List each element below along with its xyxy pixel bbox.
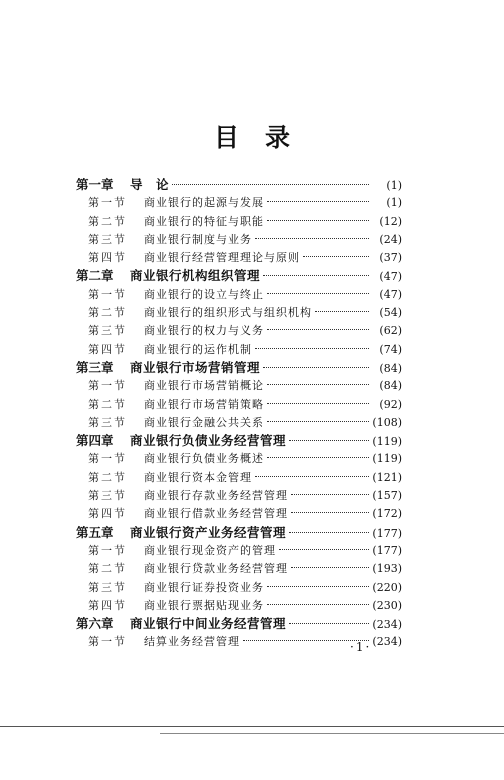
- section-title: 商业银行的运作机制: [144, 342, 252, 356]
- section-number: 第一节: [88, 635, 127, 649]
- dot-leader: [289, 623, 369, 624]
- dot-leader: [267, 421, 369, 422]
- toc-section-row[interactable]: [76, 249, 402, 267]
- scan-edge-line: [0, 726, 504, 727]
- chapter-page: (1): [386, 179, 402, 192]
- section-page: (54): [379, 306, 402, 320]
- section-number: 第一节: [88, 287, 127, 301]
- section-number: 第二节: [88, 470, 127, 484]
- dot-leader: [303, 256, 369, 257]
- toc-chapter-row[interactable]: [76, 267, 402, 285]
- dot-leader: [289, 440, 369, 441]
- section-number: 第四节: [88, 598, 127, 612]
- dot-leader: [267, 293, 369, 294]
- dot-leader: [255, 476, 369, 477]
- dot-leader: [267, 403, 369, 404]
- section-number: 第三节: [88, 415, 127, 429]
- chapter-title: 商业银行机构组织管理: [130, 268, 261, 284]
- section-page: (157): [372, 489, 402, 503]
- chapter-number: 第二章: [76, 268, 114, 284]
- dot-leader: [267, 586, 369, 587]
- section-title: 商业银行的起源与发展: [144, 196, 264, 210]
- dot-leader: [255, 238, 369, 239]
- toc-section-row[interactable]: [76, 377, 402, 395]
- section-title: 商业银行的设立与终止: [144, 287, 264, 301]
- section-page: (74): [379, 342, 402, 356]
- section-page: (1): [386, 196, 402, 210]
- toc-section-row[interactable]: [76, 396, 402, 414]
- dot-leader: [267, 457, 369, 458]
- dot-leader: [267, 604, 369, 605]
- toc-section-row[interactable]: [76, 487, 402, 505]
- chapter-title: 商业银行市场营销管理: [130, 359, 261, 375]
- section-title: 商业银行的权力与义务: [144, 324, 264, 338]
- dot-leader: [267, 220, 369, 221]
- page-number: ·1·: [350, 640, 372, 654]
- toc-section-row[interactable]: [76, 213, 402, 231]
- toc-section-row[interactable]: [76, 450, 402, 468]
- chapter-page: (119): [372, 435, 402, 449]
- chapter-number: 第一章: [76, 177, 114, 192]
- section-title: 商业银行证券投资业务: [144, 580, 264, 594]
- section-number: 第二节: [88, 214, 127, 228]
- dot-leader: [263, 367, 369, 368]
- section-title: 商业银行经营管理理论与原则: [144, 251, 300, 265]
- section-title: 商业银行负债业务概述: [144, 452, 264, 466]
- dot-leader: [172, 184, 369, 185]
- section-page: (220): [372, 580, 402, 594]
- toc-chapter-row[interactable]: [76, 359, 402, 377]
- toc-section-row[interactable]: [76, 322, 402, 340]
- section-number: 第一节: [88, 196, 127, 210]
- section-number: 第四节: [88, 507, 127, 521]
- toc-section-row[interactable]: [76, 505, 402, 523]
- section-page: (12): [379, 214, 402, 228]
- section-number: 第三节: [88, 232, 127, 246]
- dot-leader: [291, 512, 369, 513]
- section-number: 第二节: [88, 562, 127, 576]
- table-of-contents: [76, 176, 402, 652]
- dot-leader: [263, 275, 369, 276]
- chapter-title: 导 论: [130, 177, 170, 192]
- chapter-page: (177): [372, 526, 402, 540]
- section-number: 第一节: [88, 452, 127, 466]
- section-number: 第一节: [88, 379, 127, 393]
- chapter-page: (84): [379, 361, 402, 375]
- section-title: 商业银行票据贴现业务: [144, 598, 264, 612]
- section-number: 第三节: [88, 324, 127, 338]
- section-page: (119): [372, 452, 402, 466]
- toc-section-row[interactable]: [76, 560, 402, 578]
- section-title: 商业银行制度与业务: [144, 232, 252, 246]
- section-page: (84): [379, 379, 402, 393]
- section-page: (172): [372, 507, 402, 521]
- toc-chapter-row[interactable]: [76, 524, 402, 542]
- toc-section-row[interactable]: [76, 286, 402, 304]
- toc-section-row[interactable]: [76, 469, 402, 487]
- chapter-title: 商业银行资产业务经营管理: [130, 524, 287, 540]
- section-page: (121): [372, 470, 402, 484]
- section-title: 商业银行现金资产的管理: [144, 543, 276, 557]
- toc-section-row[interactable]: [76, 231, 402, 249]
- toc-section-row[interactable]: [76, 579, 402, 597]
- section-page: (62): [379, 324, 402, 338]
- section-title: 商业银行市场营销策略: [144, 397, 264, 411]
- chapter-number: 第四章: [76, 433, 114, 449]
- toc-chapter-row[interactable]: [76, 615, 402, 633]
- chapter-number: 第五章: [76, 524, 114, 540]
- dot-leader: [291, 567, 369, 568]
- section-number: 第四节: [88, 342, 127, 356]
- section-number: 第三节: [88, 580, 127, 594]
- toc-chapter-row[interactable]: [76, 176, 402, 194]
- chapter-number: 第三章: [76, 359, 114, 375]
- section-number: 第三节: [88, 489, 127, 503]
- section-number: 第二节: [88, 306, 127, 320]
- section-page: (47): [379, 287, 402, 301]
- section-title: 商业银行借款业务经营管理: [144, 507, 288, 521]
- toc-section-row[interactable]: [76, 341, 402, 359]
- chapter-title: 商业银行中间业务经营管理: [130, 616, 287, 632]
- chapter-page: (234): [372, 618, 402, 632]
- dot-leader: [255, 348, 369, 349]
- section-page: (37): [379, 251, 402, 265]
- section-page: (230): [372, 598, 402, 612]
- dot-leader: [279, 549, 369, 550]
- toc-section-row[interactable]: [76, 194, 402, 212]
- section-title: 商业银行资本金管理: [144, 470, 252, 484]
- section-title: 商业银行市场营销概论: [144, 379, 264, 393]
- section-title: 商业银行存款业务经营管理: [144, 489, 288, 503]
- chapter-number: 第六章: [76, 616, 114, 632]
- section-title: 结算业务经营管理: [144, 635, 240, 649]
- scan-edge-line-faint: [160, 733, 504, 734]
- section-page: (234): [372, 635, 402, 649]
- dot-leader: [267, 384, 369, 385]
- section-number: 第一节: [88, 543, 127, 557]
- section-page: (92): [379, 397, 402, 411]
- chapter-page: (47): [379, 270, 402, 284]
- dot-leader: [315, 311, 369, 312]
- dot-leader: [289, 532, 369, 533]
- dot-leader: [291, 494, 369, 495]
- page-title: 目录: [213, 123, 316, 152]
- section-title: 商业银行的组织形式与组织机构: [144, 306, 312, 320]
- toc-chapter-row[interactable]: [76, 432, 402, 450]
- section-number: 第二节: [88, 397, 127, 411]
- section-page: (177): [372, 543, 402, 557]
- section-title: 商业银行的特征与职能: [144, 214, 264, 228]
- section-number: 第四节: [88, 251, 127, 265]
- section-title: 商业银行贷款业务经营管理: [144, 562, 288, 576]
- section-title: 商业银行金融公共关系: [144, 415, 264, 429]
- toc-section-row[interactable]: [76, 597, 402, 615]
- dot-leader: [267, 201, 369, 202]
- chapter-title: 商业银行负债业务经营管理: [130, 433, 287, 449]
- toc-section-row[interactable]: [76, 304, 402, 322]
- toc-section-row[interactable]: [76, 414, 402, 432]
- dot-leader: [267, 329, 369, 330]
- toc-section-row[interactable]: [76, 542, 402, 560]
- section-page: (24): [379, 232, 402, 246]
- section-page: (193): [372, 562, 402, 576]
- section-page: (108): [372, 415, 402, 429]
